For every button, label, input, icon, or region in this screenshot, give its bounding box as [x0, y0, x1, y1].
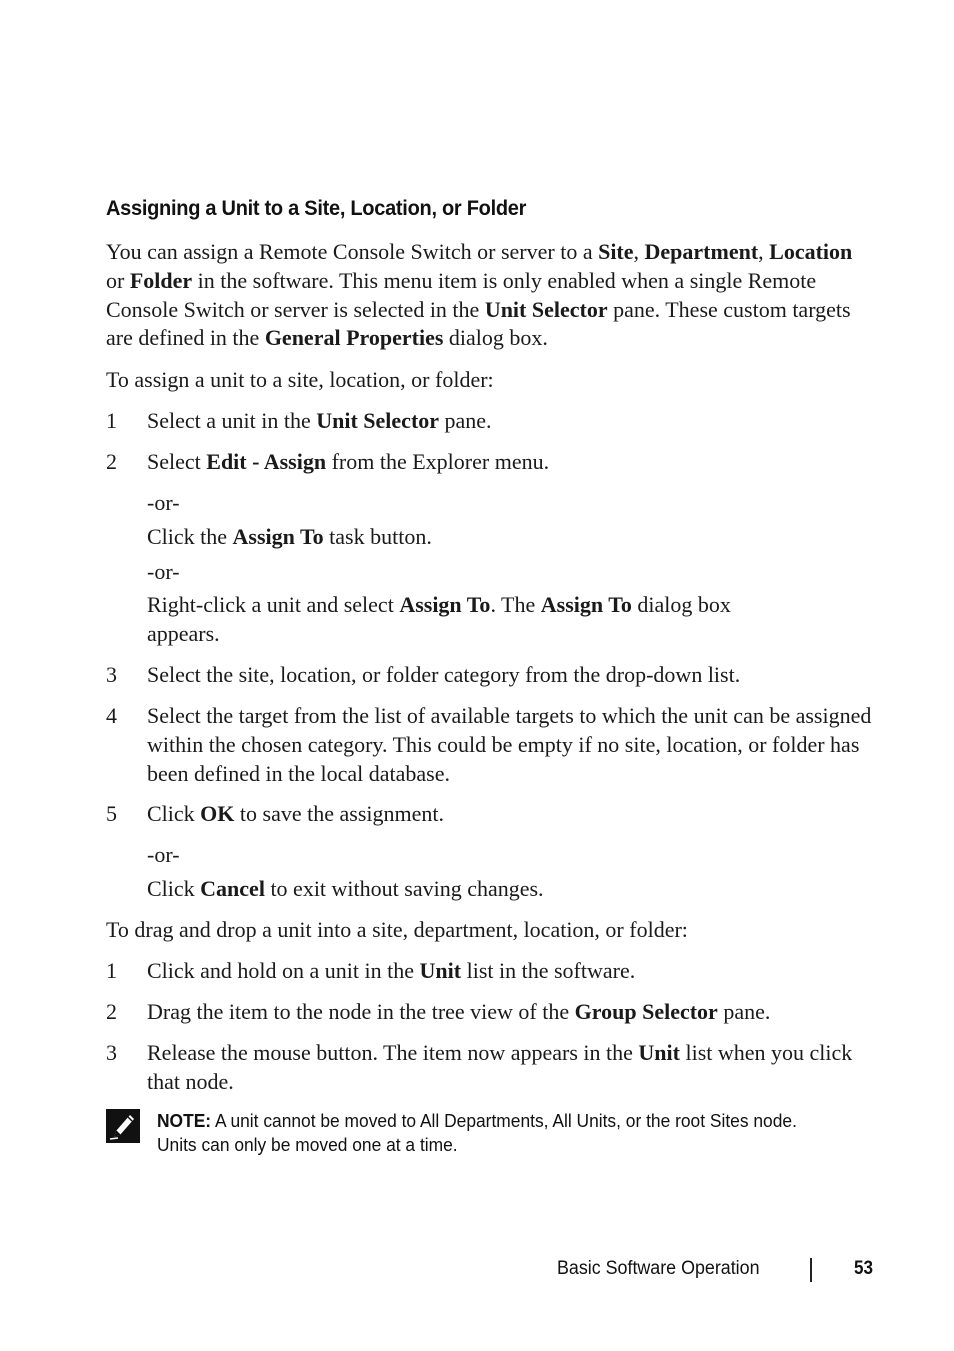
step-number: 3 — [106, 1040, 117, 1065]
step-text: Select the target from the list of available targets to which the unit can be assigned within the chosen category. This could be empty if no site, location, or folder has been defined in the local database. — [147, 703, 872, 786]
intro-text: dialog box. — [443, 325, 548, 351]
alternative-text — [147, 875, 867, 904]
step-text-part: list when you click that node. — [147, 1040, 853, 1094]
term-department: Department — [644, 239, 759, 264]
alt-term: Cancel — [200, 876, 265, 901]
step-number: 3 — [106, 662, 117, 687]
intro-text: or — [106, 267, 130, 293]
term-unit-selector: Unit Selector — [484, 296, 608, 322]
step-term: Group Selector — [574, 999, 718, 1024]
term-folder: Folder — [129, 267, 193, 293]
step-text — [147, 448, 877, 477]
alt-text-part: dialog box appears. — [147, 592, 731, 646]
page-number: 53 — [854, 1258, 874, 1279]
step-text — [147, 957, 877, 986]
term-general-properties: General Properties — [264, 325, 444, 351]
intro-paragraph — [106, 238, 876, 353]
step-text-part: Release the mouse button. The item now appears in the — [147, 1040, 639, 1065]
step-term: Unit — [638, 1040, 680, 1065]
or-separator: -or- — [147, 842, 180, 867]
step-text-part: list in the software. — [461, 958, 636, 983]
step-number: 2 — [106, 999, 117, 1024]
footer-divider — [810, 1258, 812, 1282]
step-text — [147, 1039, 877, 1097]
or-separator: -or- — [147, 490, 180, 515]
note-label: NOTE: — [157, 1110, 212, 1131]
step-text-part: Select a unit in the — [147, 408, 317, 433]
drag-lead-in: To drag and drop a unit into a site, department, location, or folder: — [106, 917, 688, 942]
step-text — [147, 407, 877, 436]
step-number: 2 — [106, 449, 117, 474]
pencil-note-icon — [106, 1107, 140, 1145]
alt-text-part: Click — [147, 876, 201, 901]
step-text-part: Click and hold on a unit in the — [147, 958, 420, 983]
step-text-part: to save the assignment. — [234, 801, 444, 826]
intro-text: pane. These custom targets are defined in the — [106, 296, 851, 351]
step-number: 4 — [106, 703, 117, 728]
step-term: Unit — [419, 958, 462, 983]
alt-term: Assign To — [399, 592, 491, 617]
intro-text: in the software. This menu item is only enabled when a single Remote Console Switch or server is selected in the — [106, 267, 817, 322]
step-term: Edit - Assign — [206, 449, 327, 474]
alt-text-part: . The — [490, 592, 541, 617]
step-text-part: from the Explorer menu. — [326, 449, 550, 474]
alternative-text — [147, 591, 787, 649]
note-body: A unit cannot be moved to All Departments, All Units, or the root Sites node. Units can only be moved one at a time. — [157, 1110, 797, 1155]
alt-term: Assign To — [540, 592, 632, 617]
note-text — [157, 1109, 815, 1157]
step-text: Select the site, location, or folder category from the drop-down list. — [147, 662, 741, 687]
alt-text-part: task button. — [323, 524, 432, 549]
step-text — [147, 800, 877, 829]
term-site: Site — [598, 239, 634, 264]
intro-text: , — [633, 239, 645, 264]
intro-text: , — [758, 239, 770, 264]
alt-text-part: Click the — [147, 524, 233, 549]
step-number: 5 — [106, 801, 117, 826]
footer-section-title: Basic Software Operation — [557, 1258, 760, 1279]
or-separator: -or- — [147, 559, 180, 584]
step-text-part: pane. — [439, 408, 492, 433]
alt-text-part: to exit without saving changes. — [264, 876, 544, 901]
section-heading: Assigning a Unit to a Site, Location, or Folder — [106, 196, 527, 220]
alternative-text — [147, 523, 867, 552]
alt-term: Assign To — [232, 524, 324, 549]
step-text-part: pane. — [717, 999, 771, 1024]
step-number: 1 — [106, 408, 117, 433]
step-text-part: Click — [147, 801, 201, 826]
step-text-part: Drag the item to the node in the tree view of the — [147, 999, 575, 1024]
term-location: Location — [769, 239, 853, 264]
intro-text: You can assign a Remote Console Switch or server to a — [106, 239, 599, 264]
step-term: OK — [200, 801, 235, 826]
assign-lead-in: To assign a unit to a site, location, or folder: — [106, 367, 494, 392]
alt-text-part: Right-click a unit and select — [147, 592, 400, 617]
step-number: 1 — [106, 958, 117, 983]
step-term: Unit Selector — [316, 408, 440, 433]
step-text-part: Select — [147, 449, 207, 474]
step-text — [147, 998, 877, 1027]
